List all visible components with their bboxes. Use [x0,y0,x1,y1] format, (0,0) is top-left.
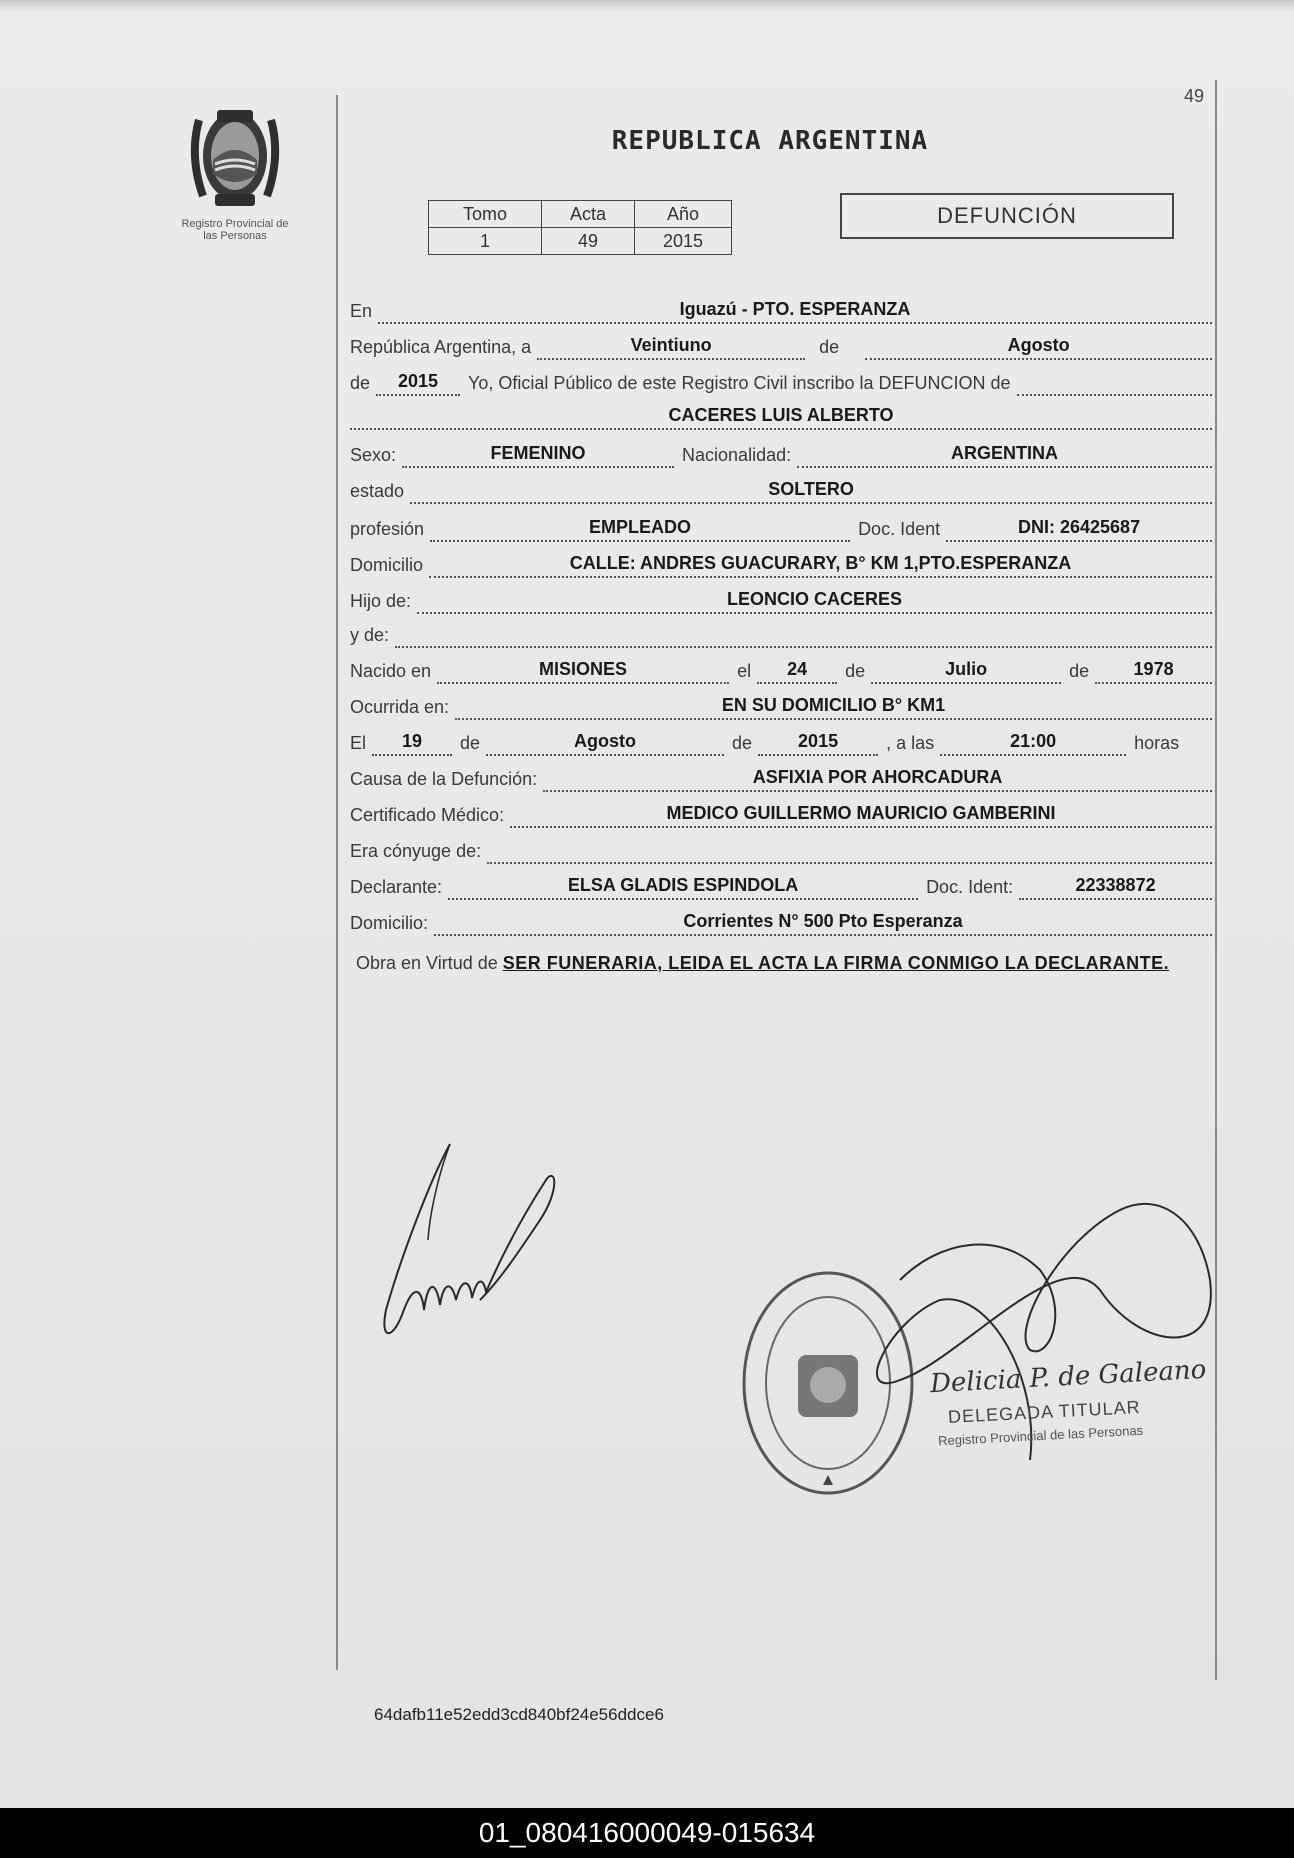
footer-id-bar [0,1808,1294,1858]
row-birth: Nacido en MISIONES el 24 de Julio de 1978 [350,656,1212,684]
document-title: REPUBLICA ARGENTINA [611,126,929,156]
document-hash: 64dafb11e52edd3cd840bf24e56ddce6 [374,1705,664,1724]
footer-id: 01_080416000049-015634 [478,1817,816,1848]
declarant-id-value: 22338872 [1019,874,1212,900]
logo-caption: Registro Provincial de las Personas [181,218,289,242]
spouse-value [487,838,1212,864]
row-name [350,402,1212,430]
declarant-address-value: Corrientes N° 500 Pto Esperanza [434,910,1212,936]
row-mother: y de: [350,620,1212,648]
anio-header: Año [635,201,732,228]
row-year: de 2015 Yo, Oficial Público de este Registro Civil inscribo la DEFUNCION de [350,368,1212,396]
birth-year-value: 1978 [1095,658,1212,684]
occurred-value: EN SU DOMICILIO B° KM1 [455,694,1212,720]
row-address: Domicilio CALLE: ANDRES GUACURARY, B° KM 1,PTO.ESPERANZA [350,550,1212,578]
profession-value: EMPLEADO [430,516,850,542]
acta-value: 49 [542,228,635,255]
row-place: En Iguazú - PTO. ESPERANZA [350,296,1212,324]
acta-header: Acta [542,201,635,228]
tomo-value: 1 [429,228,542,255]
row-cause: Causa de la Defunción: ASFIXIA POR AHORCADURA [350,764,1212,792]
cause-value: ASFIXIA POR AHORCADURA [543,766,1212,792]
row-declarant-address: Domicilio: Corrientes N° 500 Pto Esperanza [350,908,1212,936]
certificate-value: MEDICO GUILLERMO MAURICIO GAMBERINI [510,802,1212,828]
row-date: República Argentina, a Veintiuno de Agosto [350,332,1212,360]
nationality-value: ARGENTINA [797,442,1212,468]
status-value: SOLTERO [410,478,1212,504]
row-death-date: El 19 de Agosto de 2015 , a las 21:00 horas [350,728,1212,756]
row-certificate: Certificado Médico: MEDICO GUILLERMO MAURICIO GAMBERINI [350,800,1212,828]
day-value: Veintiuno [537,334,805,360]
row-sex: Sexo: FEMENINO Nacionalidad: ARGENTINA [350,440,1212,468]
birth-day-value: 24 [757,658,837,684]
oficial-blank [1017,370,1212,396]
death-time-value: 21:00 [940,730,1126,756]
signer-role: DELEGADA TITULAR [947,1396,1142,1428]
signer-organization: Registro Provincial de las Personas [937,1422,1144,1449]
page-number: 49 [1184,86,1205,106]
row-obra: Obra en Virtud de SER FUNERARIA, LEIDA EL ACTA LA FIRMA CONMIGO LA DECLARANTE. [356,953,1170,973]
place-value: Iguazú - PTO. ESPERANZA [378,298,1212,324]
tomo-header: Tomo [429,201,542,228]
declarant-value: ELSA GLADIS ESPINDOLA [448,874,918,900]
document-type-box: DEFUNCIÓN [840,193,1174,239]
row-occurred: Ocurrida en: EN SU DOMICILIO B° KM1 [350,692,1212,720]
row-spouse: Era cónyuge de: [350,836,1212,864]
anio-value: 2015 [635,228,732,255]
father-value: LEONCIO CACERES [417,588,1212,614]
registry-logo [150,100,320,242]
signer-name: Delicia P. de Galeano [929,1354,1208,1400]
declarant-signature-icon [370,1140,590,1350]
sex-value: FEMENINO [402,442,674,468]
left-margin-line [336,95,338,1670]
death-year-value: 2015 [758,730,878,756]
death-day-value: 19 [372,730,452,756]
row-father: Hijo de: LEONCIO CACERES [350,586,1212,614]
registry-table [428,200,732,255]
death-month-value: Agosto [486,730,724,756]
mother-value [395,622,1212,648]
birth-month-value: Julio [871,658,1061,684]
obra-value: SER FUNERARIA, LEIDA EL ACTA LA FIRMA CONMIGO LA DECLARANTE. [502,953,1170,973]
row-status: estado SOLTERO [350,476,1212,504]
year-value: 2015 [376,370,460,396]
document-id-value: DNI: 26425687 [946,516,1212,542]
deceased-name: CACERES LUIS ALBERTO [350,404,1212,430]
row-declarant: Declarante: ELSA GLADIS ESPINDOLA Doc. Ident: 22338872 [350,872,1212,900]
row-profession: profesión EMPLEADO Doc. Ident DNI: 26425687 [350,514,1212,542]
address-value: CALLE: ANDRES GUACURARY, B° KM 1,PTO.ESPERANZA [429,552,1212,578]
provincial-crest-icon [185,100,285,212]
birthplace-value: MISIONES [437,658,729,684]
month-value: Agosto [865,334,1212,360]
